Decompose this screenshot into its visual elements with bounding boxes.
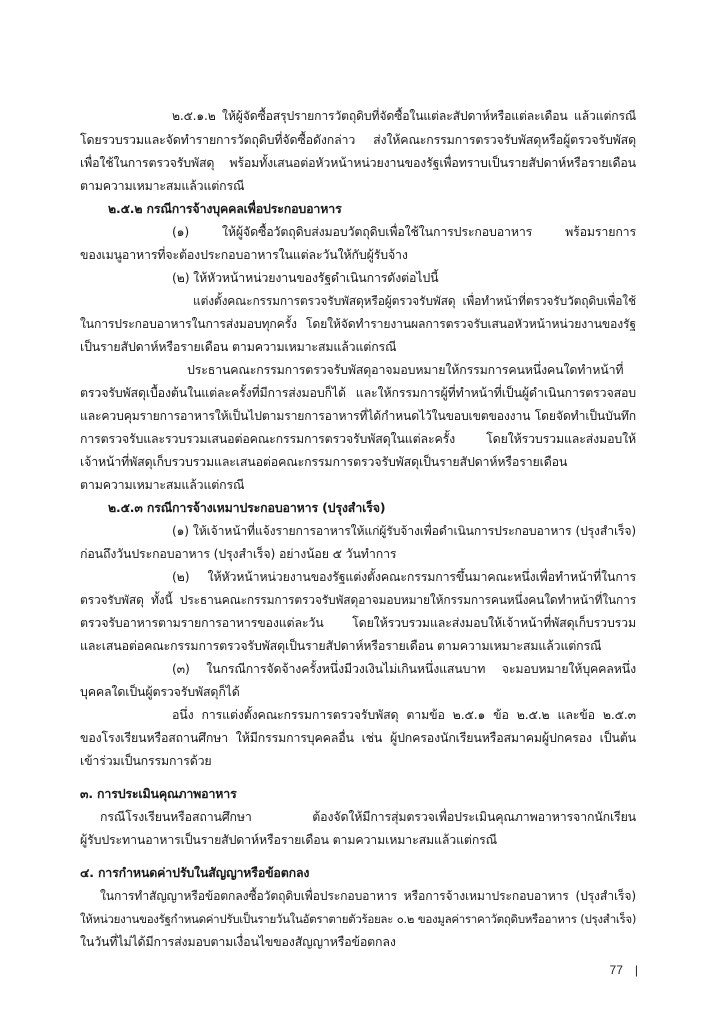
para-chair-line-5: เจ้าหน้าที่พัสดุเก็บรวบรวมและเสนอต่อคณะกรรมการตรวจรับพัสดุเป็นรายสัปดาห์หรือรายเดือน bbox=[80, 454, 568, 469]
section-3-line-2: ผู้รับประทานอาหารเป็นรายสัปดาห์หรือรายเดือน ตามความเหมาะสมแล้วแต่กรณี bbox=[80, 832, 498, 847]
para-note-line-1: อนึ่ง การแต่งตั้งคณะกรรมการตรวจรับพัสดุ ตามข้อ ๒.๕.๑ ข้อ ๒.๕.๒ และข้อ ๒.๕.๓ bbox=[172, 707, 636, 722]
item-2-5-3-2-line-3: ตรวจรับอาหารตามรายการอาหารของแต่ละวัน โดยให้รวบรวมและส่งมอบให้เจ้าหน้าที่พัสดุเก็บรวบรวม bbox=[80, 615, 636, 630]
section-3-line-1: กรณีโรงเรียนหรือสถานศึกษา ต้องจัดให้มีการสุ่มตรวจเพื่อประเมินคุณภาพอาหารจากนักเรียน bbox=[100, 809, 636, 824]
item-2-5-3-2-line-1: (๒) ให้หัวหน้าหน่วยงานของรัฐแต่งตั้งคณะกรรมการขึ้นมาคณะหนึ่งเพื่อทำหน้าที่ในการ bbox=[172, 569, 636, 584]
para-appoint-line-2: ในการประกอบอาหารในการส่งมอบทุกครั้ง โดยให้จัดทำรายงานผลการตรวจรับเสนอหัวหน้าหน่วยงานของรัฐ bbox=[80, 317, 636, 331]
heading-section-4: ๔. การกำหนดค่าปรับในสัญญาหรือข้อตกลง bbox=[80, 865, 310, 880]
para-2-5-1-2-line-1: ๒.๕.๑.๒ ให้ผู้จัดซื้อสรุปรายการวัตถุดิบที่จัดซื้อในแต่ละสัปดาห์หรือแต่ละเดือน แล้วแต่กรณี bbox=[172, 109, 636, 123]
para-note-line-3: เข้าร่วมเป็นกรรมการด้วย bbox=[80, 753, 212, 768]
para-chair-line-1: ประธานคณะกรรมการตรวจรับพัสดุอาจมอบหมายให้กรรมการคนหนึ่งคนใดทำหน้าที่ bbox=[187, 362, 624, 377]
heading-2-5-3: ๒.๕.๓ กรณีการจ้างเหมาประกอบอาหาร (ปรุงสำเร็จ) bbox=[108, 500, 386, 515]
heading-2-5-2: ๒.๕.๒ กรณีการจ้างบุคคลเพื่อประกอบอาหาร bbox=[108, 201, 342, 216]
item-2-5-3-3-line-1: (๓) ในกรณีการจัดจ้างครั้งหนึ่งมีวงเงินไม่เกินหนึ่งแสนบาท จะมอบหมายให้บุคคลหนึ่ง bbox=[172, 661, 636, 676]
para-2-5-1-2-line-4: ตามความเหมาะสมแล้วแต่กรณี bbox=[80, 178, 245, 193]
item-2-5-3-1-line-2: ก่อนถึงวันประกอบอาหาร (ปรุงสำเร็จ) อย่างน้อย ๕ วันทำการ bbox=[80, 546, 397, 561]
para-appoint-line-1: แต่งตั้งคณะกรรมการตรวจรับพัสดุหรือผู้ตรวจรับพัสดุ เพื่อทำหน้าที่ตรวจรับวัตถุดิบเพื่อใช้ bbox=[193, 294, 636, 308]
section-4-line-3: ในวันที่ไม่ได้มีการส่งมอบตามเงื่อนไขของสัญญาหรือข้อตกลง bbox=[80, 934, 396, 949]
footer-separator: | bbox=[634, 963, 638, 977]
page-footer bbox=[610, 963, 638, 977]
para-appoint-line-3: เป็นรายสัปดาห์หรือรายเดือน ตามความเหมาะสมแล้วแต่กรณี bbox=[80, 339, 397, 354]
page-number: 77 bbox=[609, 963, 623, 977]
section-4-line-2: ให้หน่วยงานของรัฐกำหนดค่าปรับเป็นรายวันในอัตราตายตัวร้อยละ ๐.๒ ของมูลค่าราคาวัตถุดิบหรืออาหาร (ปรุงสำเร็จ) bbox=[80, 912, 636, 926]
para-chair-line-2: ตรวจรับพัสดุเบื้องต้นในแต่ละครั้งที่มีการส่งมอบก็ได้ และให้กรรมการผู้ที่ทำหน้าที่เป็นผู้ดำเนินการตรวจสอบ bbox=[80, 385, 636, 400]
para-2-5-1-2-line-3: เพื่อใช้ในการตรวจรับพัสดุ พร้อมทั้งเสนอต่อหัวหน้าหน่วยงานของรัฐเพื่อทราบเป็นรายสัปดาห์หรือรายเดือน bbox=[80, 155, 636, 170]
item-2-5-3-2-line-4: และเสนอต่อคณะกรรมการตรวจรับพัสดุเป็นรายสัปดาห์หรือรายเดือน ตามความเหมาะสมแล้วแต่กรณี bbox=[80, 638, 602, 653]
item-2-5-2-2: (๒) ให้หัวหน้าหน่วยงานของรัฐดำเนินการดังต่อไปนี้ bbox=[172, 270, 439, 285]
para-chair-line-3: และควบคุมรายการอาหารให้เป็นไปตามรายการอาหารที่ได้กำหนดไว้ในขอบเขตของงาน โดยจัดทำเป็นบันทึก bbox=[80, 409, 636, 423]
para-2-5-1-2-line-2: โดยรวบรวมและจัดทำรายการวัตถุดิบที่จัดซื้อดังกล่าว ส่งให้คณะกรรมการตรวจรับพัสดุหรือผู้ตรวจรับพัสดุ bbox=[80, 132, 636, 147]
para-chair-line-4: การตรวจรับและรวบรวมเสนอต่อคณะกรรมการตรวจรับพัสดุในแต่ละครั้ง โดยให้รวบรวมและส่งมอบให้ bbox=[80, 431, 636, 446]
item-2-5-2-1-line-2: ของเมนูอาหารที่จะต้องประกอบอาหารในแต่ละวันให้กับผู้รับจ้าง bbox=[80, 247, 408, 262]
para-chair-line-6: ตามความเหมาะสมแล้วแต่กรณี bbox=[80, 477, 245, 492]
item-2-5-3-3-line-2: บุคคลใดเป็นผู้ตรวจรับพัสดุก็ได้ bbox=[80, 684, 240, 699]
para-note-line-2: ของโรงเรียนหรือสถานศึกษา ให้มีกรรมการบุคคลอื่น เช่น ผู้ปกครองนักเรียนหรือสมาคมผู้ปกครอง เป็นต้น bbox=[80, 730, 636, 745]
item-2-5-3-1-line-1: (๑) ให้เจ้าหน้าที่แจ้งรายการอาหารให้แก่ผู้รับจ้างเพื่อดำเนินการประกอบอาหาร (ปรุงสำเร็จ) bbox=[172, 524, 636, 538]
heading-section-3: ๓. การประเมินคุณภาพอาหาร bbox=[80, 786, 237, 801]
item-2-5-3-2-line-2: ตรวจรับพัสดุ ทั้งนี้ ประธานคณะกรรมการตรวจรับพัสดุอาจมอบหมายให้กรรมการคนหนึ่งคนใดทำหน้าที่ในการ bbox=[80, 593, 636, 607]
section-4-line-1: ในการทำสัญญาหรือข้อตกลงซื้อวัตถุดิบเพื่อประกอบอาหาร หรือการจ้างเหมาประกอบอาหาร (ปรุงสำเร็จ) bbox=[100, 889, 636, 903]
item-2-5-2-1-line-1: (๑) ให้ผู้จัดซื้อวัตถุดิบส่งมอบวัตถุดิบเพื่อใช้ในการประกอบอาหาร พร้อมรายการ bbox=[172, 224, 636, 239]
